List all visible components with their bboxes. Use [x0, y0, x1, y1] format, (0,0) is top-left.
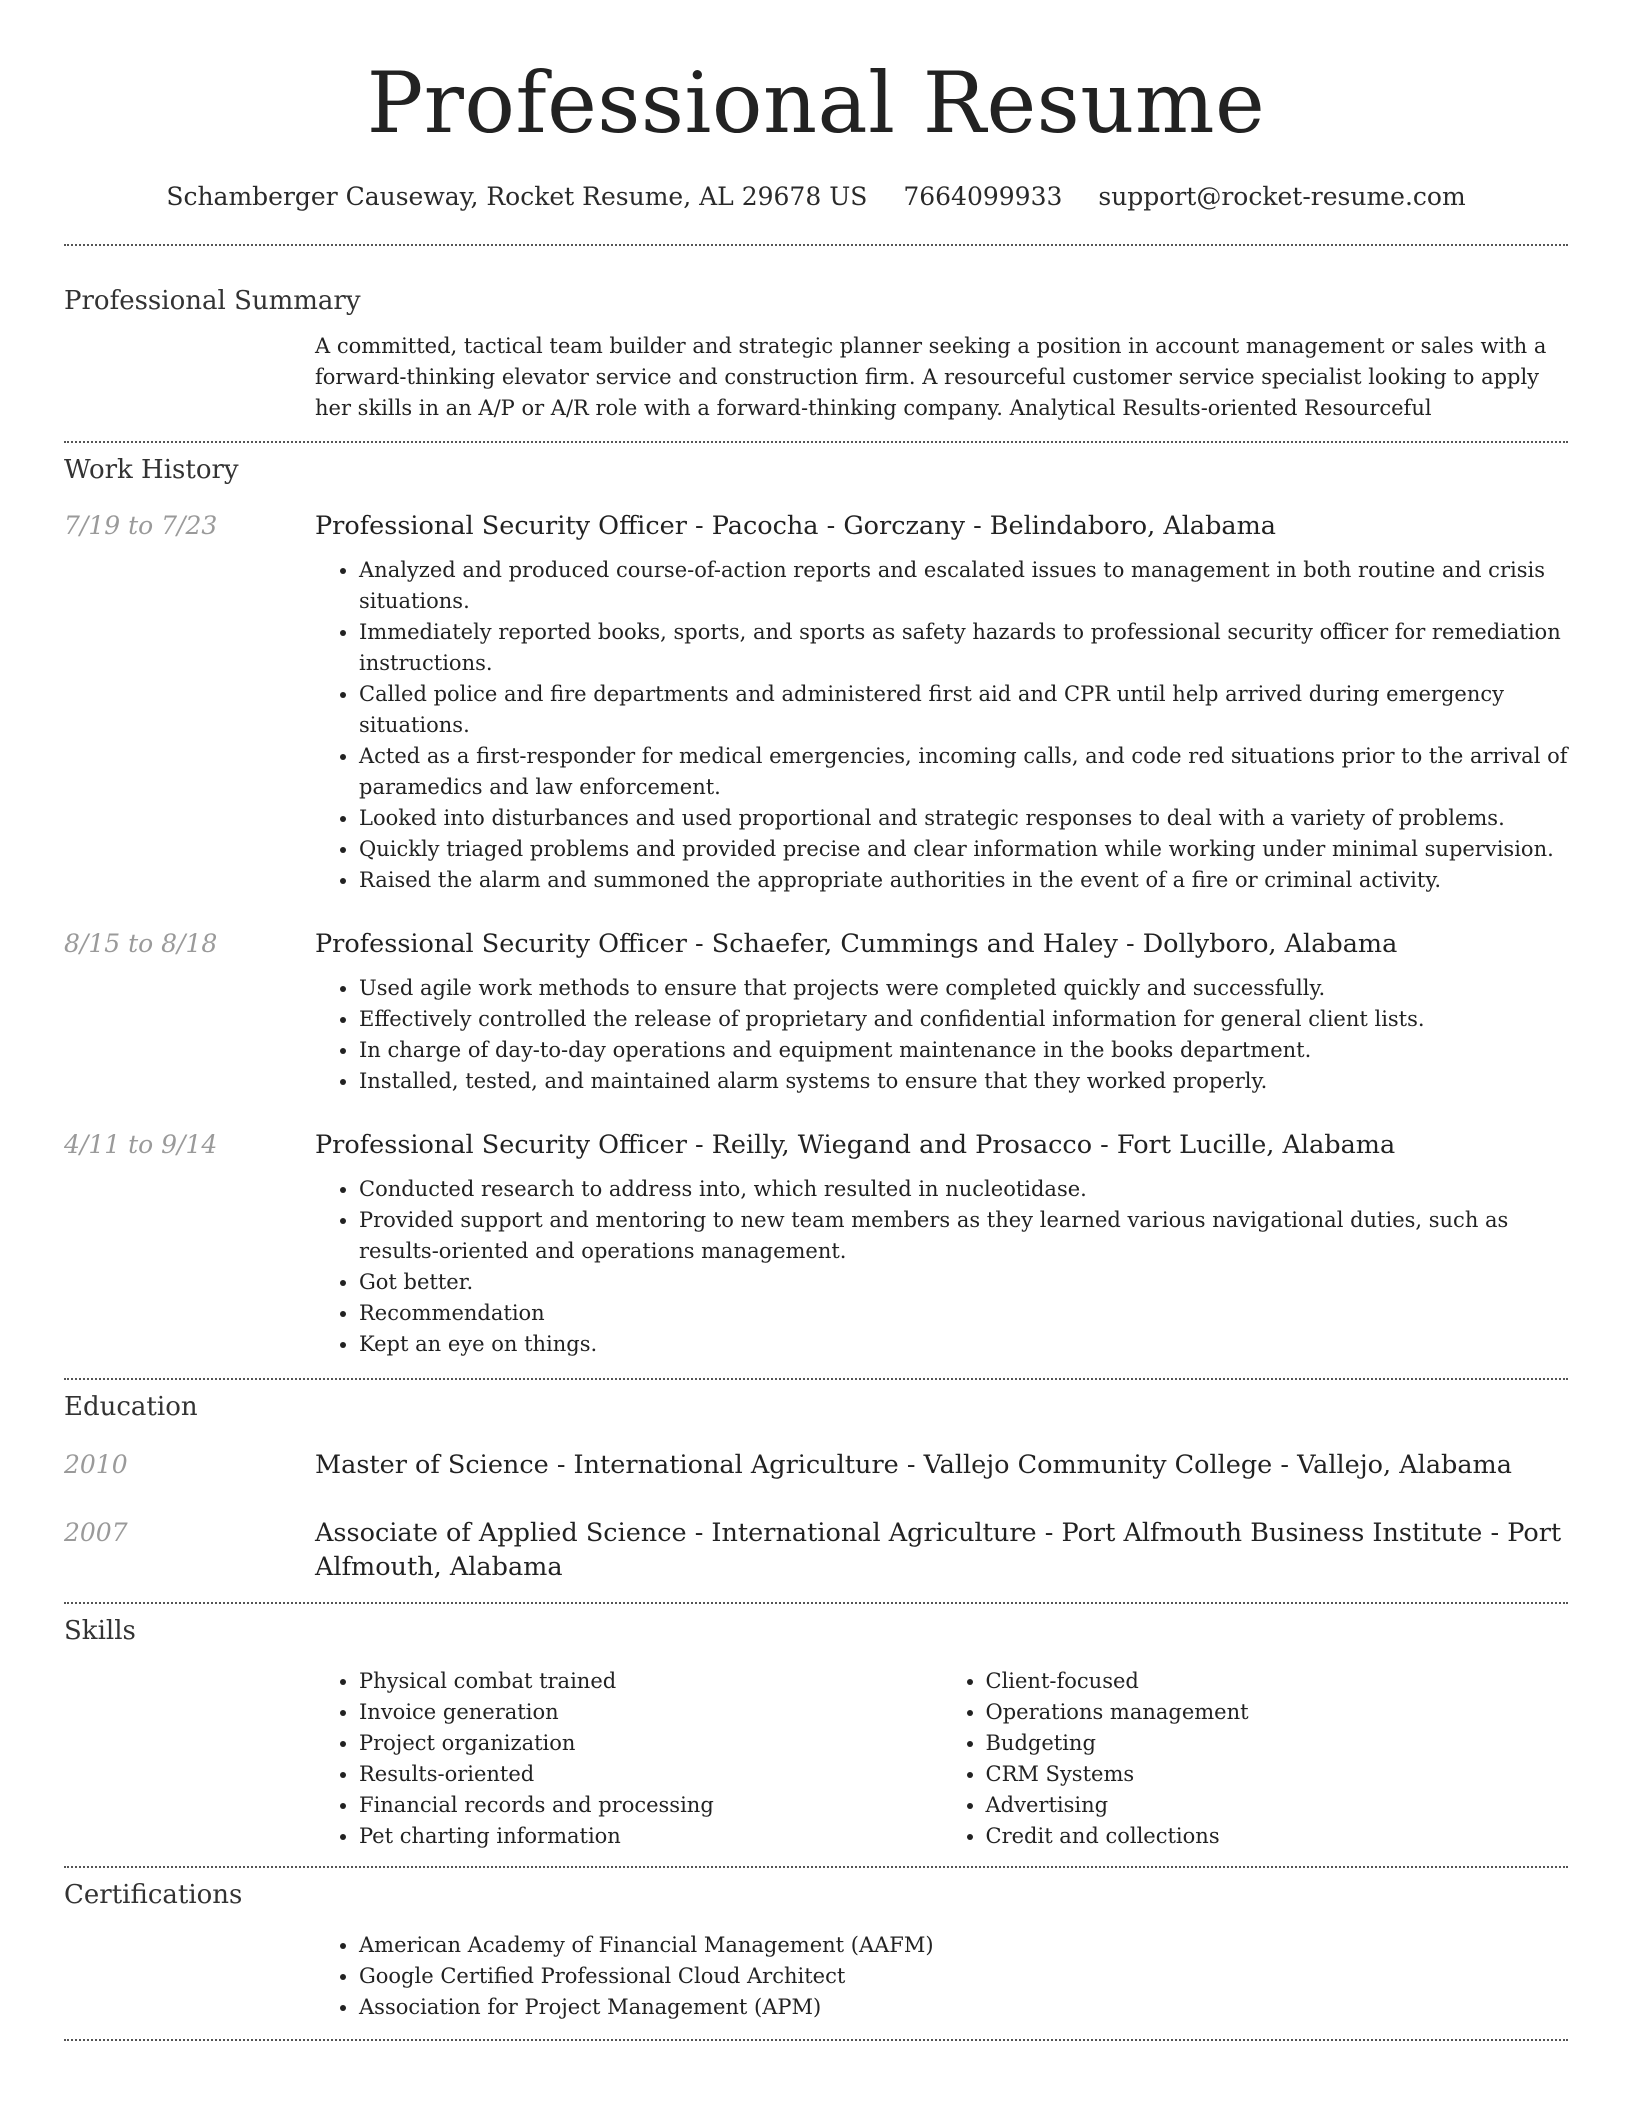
list-item: • In charge of day-to-day operations and equipment maintenance in the books department.	[359, 1035, 1568, 1066]
certification-item: • Association for Project Management (APM)	[359, 1992, 1568, 2023]
divider	[64, 2039, 1568, 2041]
education-degree: Master of Science - International Agriculture - Vallejo Community College - Vallejo, Alabama	[315, 1450, 1512, 1480]
list-item: • Conducted research to address into, which resulted in nucleotidase.	[359, 1174, 1568, 1205]
skill-item: • Advertising	[986, 1790, 1569, 1821]
skill-item: • CRM Systems	[986, 1759, 1569, 1790]
list-item: • Looked into disturbances and used proportional and strategic responses to deal with a variety of problems.	[359, 803, 1568, 834]
skills-section	[64, 1614, 1568, 1852]
list-item: • Called police and fire departments and administered first aid and CPR until help arrived during emergency situations.	[359, 679, 1568, 741]
divider	[64, 1602, 1568, 1604]
summary-section	[64, 284, 1568, 424]
list-item: • Quickly triaged problems and provided precise and clear information while working under minimal supervision.	[359, 834, 1568, 865]
certifications-section	[64, 1878, 1568, 2023]
work-history-section	[64, 453, 1568, 1360]
resume-title: Professional Resume	[366, 54, 1266, 152]
job-bullets	[315, 555, 1568, 896]
contact-line	[64, 180, 1568, 214]
job-entry	[64, 1128, 1568, 1360]
skill-item: • Invoice generation	[359, 1697, 942, 1728]
skill-item: • Results-oriented	[359, 1759, 942, 1790]
list-item: • Analyzed and produced course-of-action reports and escalated issues to management in both routine and crisis situations.	[359, 555, 1568, 617]
list-item: • Immediately reported books, sports, and sports as safety hazards to professional security officer for remediation instructions.	[359, 617, 1568, 679]
divider	[64, 1866, 1568, 1868]
contact-address: Schamberger Causeway, Rocket Resume, AL 29678 US	[166, 182, 868, 211]
job-dates: 4/11 to 9/14	[64, 1130, 218, 1159]
divider	[64, 244, 1568, 246]
certifications-list	[315, 1930, 1568, 2023]
list-item: • Recommendation	[359, 1298, 1568, 1329]
job-dates: 8/15 to 8/18	[64, 929, 218, 958]
skill-item: • Project organization	[359, 1728, 942, 1759]
job-dates: 7/19 to 7/23	[64, 511, 218, 540]
education-heading: Education	[64, 1392, 198, 1422]
skills-heading: Skills	[64, 1616, 136, 1646]
certifications-heading: Certifications	[64, 1880, 243, 1910]
contact-phone: 7664099933	[903, 182, 1063, 211]
certification-item: • American Academy of Financial Management (AAFM)	[359, 1930, 1568, 1961]
job-entry	[64, 927, 1568, 1097]
education-entry	[64, 1516, 1568, 1584]
contact-email: support@rocket-resume.com	[1098, 182, 1466, 211]
skills-list-left	[315, 1666, 942, 1852]
resume-page	[64, 0, 1568, 2041]
list-item: • Provided support and mentoring to new team members as they learned various navigational duties, such as results-oriented and operations management.	[359, 1205, 1568, 1267]
job-title: Professional Security Officer - Schaefer, Cummings and Haley - Dollyboro, Alabama	[315, 929, 1398, 959]
list-item: • Raised the alarm and summoned the appropriate authorities in the event of a fire or criminal activity.	[359, 865, 1568, 896]
education-section	[64, 1390, 1568, 1584]
job-bullets	[315, 973, 1568, 1097]
education-degree: Associate of Applied Science - International Agriculture - Port Alfmouth Business Institute - Port Alfmouth, Alabama	[315, 1518, 1562, 1582]
work-history-heading: Work History	[64, 455, 239, 485]
list-item: • Used agile work methods to ensure that projects were completed quickly and successfully.	[359, 973, 1568, 1004]
certification-item: • Google Certified Professional Cloud Architect	[359, 1961, 1568, 1992]
skills-list-right	[942, 1666, 1569, 1852]
list-item: • Installed, tested, and maintained alarm systems to ensure that they worked properly.	[359, 1066, 1568, 1097]
education-entry	[64, 1448, 1568, 1482]
skill-item: • Financial records and processing	[359, 1790, 942, 1821]
skill-item: • Budgeting	[986, 1728, 1569, 1759]
job-title: Professional Security Officer - Reilly, Wiegand and Prosacco - Fort Lucille, Alabama	[315, 1130, 1396, 1160]
divider	[64, 441, 1568, 443]
list-item: • Got better.	[359, 1267, 1568, 1298]
list-item: • Acted as a first-responder for medical emergencies, incoming calls, and code red situations prior to the arrival of paramedics and law enforcement.	[359, 741, 1568, 803]
skill-item: • Pet charting information	[359, 1821, 942, 1852]
list-item: • Kept an eye on things.	[359, 1329, 1568, 1360]
skill-item: • Client-focused	[986, 1666, 1569, 1697]
education-year: 2007	[64, 1518, 128, 1547]
skill-item: • Physical combat trained	[359, 1666, 942, 1697]
job-entry	[64, 509, 1568, 896]
job-title: Professional Security Officer - Pacocha - Gorczany - Belindaboro, Alabama	[315, 511, 1277, 541]
job-bullets	[315, 1174, 1568, 1360]
list-item: • Effectively controlled the release of proprietary and confidential information for general client lists.	[359, 1004, 1568, 1035]
education-year: 2010	[64, 1450, 128, 1479]
summary-text: A committed, tactical team builder and strategic planner seeking a position in account management or sales with a forward-thinking elevator service and construction firm. A resourceful customer service specialist looking to apply her skills in an A/P or A/R role with a forward-thinking company. Analytical Results-oriented Resourceful	[315, 334, 1547, 420]
summary-heading: Professional Summary	[64, 286, 361, 316]
divider	[64, 1378, 1568, 1380]
skill-item: • Credit and collections	[986, 1821, 1569, 1852]
skill-item: • Operations management	[986, 1697, 1569, 1728]
